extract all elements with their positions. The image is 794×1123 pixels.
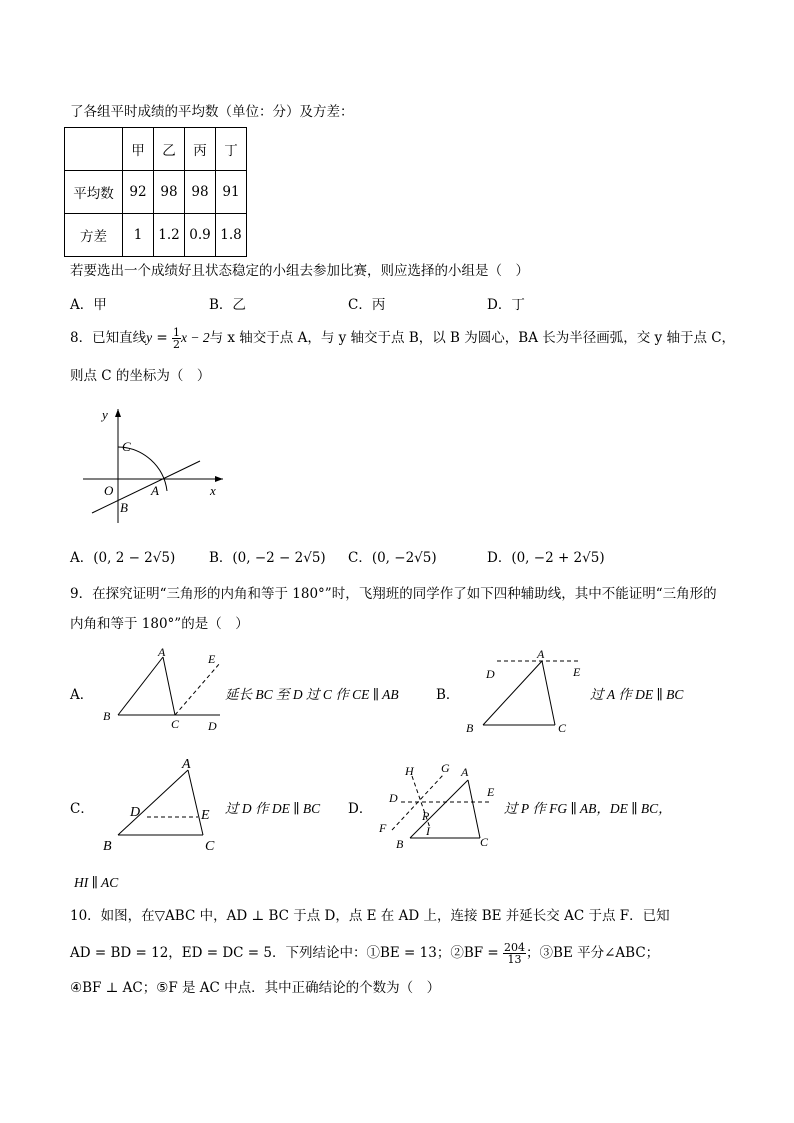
q8-number: 8．已知直线 <box>70 330 147 346</box>
table-cell: 1.2 <box>154 214 185 257</box>
q9d-label-p: P <box>422 809 430 823</box>
q9-figure-d <box>374 758 504 853</box>
table-cell: 丁 <box>216 128 247 171</box>
table-cell: 丙 <box>185 128 216 171</box>
q8-label-x: x <box>210 483 216 498</box>
q10-frac-num: 204 <box>504 941 526 954</box>
table-cell: 91 <box>216 171 247 214</box>
q9b-label-b: B <box>466 721 474 735</box>
q8-label-c: C <box>122 439 131 454</box>
q10-stem-line3: ④BF ⊥ AC；⑤F 是 AC 中点．其中正确结论的个数为（ ） <box>70 980 441 996</box>
q7-option-a: A．甲 <box>70 297 107 313</box>
table-cell: 1 <box>123 214 154 257</box>
q8-label-b: B <box>120 500 128 515</box>
table-row <box>65 214 247 257</box>
q9-option-b-desc: 过 A 作 DE ∥ BC <box>590 687 684 702</box>
q9d-label-h: H <box>405 764 414 778</box>
q9c-label-a: A <box>182 757 191 772</box>
q8-frac-den: 2 <box>173 338 180 351</box>
q9b-label-e: E <box>573 665 581 679</box>
q9-option-d-desc: 过 P 作 FG ∥ AB，DE ∥ BC， <box>504 801 672 816</box>
table-cell: 98 <box>185 171 216 214</box>
q10-fraction <box>503 942 526 965</box>
table-header-row <box>65 128 247 171</box>
q9a-label-c: C <box>171 717 180 731</box>
score-table <box>64 127 247 257</box>
q10-frac-den: 13 <box>507 953 522 966</box>
q9d-label-b: B <box>396 837 404 851</box>
q9-figure-c <box>98 752 223 857</box>
q8-stem-tail: 与 x 轴交于点 A，与 y 轴交于点 B，以 B 为圆心，BA 长为半径画弧，交 y 轴于点 C， <box>209 330 736 346</box>
q10-stem-line2 <box>70 942 659 965</box>
table-cell: 98 <box>154 171 185 214</box>
q9b-label-d: D <box>486 667 495 681</box>
table-cell: 0.9 <box>185 214 216 257</box>
table-row <box>65 171 247 214</box>
q9c-label-c: C <box>205 839 215 854</box>
q9b-label-c: C <box>558 721 567 735</box>
q9a-label-b: B <box>103 709 111 723</box>
q9d-label-d: D <box>389 791 398 805</box>
q8-eq-equals: = <box>152 330 172 346</box>
q9d-label-g: G <box>441 761 450 775</box>
q9c-label-e: E <box>201 808 210 823</box>
q9-option-d-letter: D． <box>348 801 373 817</box>
q9-stem-line1: 9．在探究证明“三角形的内角和等于 180°”时，飞翔班的同学作了如下四种辅助线，其中不能证明“三角形的 <box>70 586 717 602</box>
q9a-label-e: E <box>208 652 216 666</box>
q7-stem: 若要选出一个成绩好且状态稳定的小组去参加比赛，则应选择的小组是（ ） <box>70 263 529 279</box>
q8-label-y: y <box>102 407 108 422</box>
table-cell: 1.8 <box>216 214 247 257</box>
q8-option-a: A．(0, 2 − 2√5) <box>70 550 176 566</box>
q8-label-o: O <box>104 483 114 498</box>
q9a-label-a: A <box>158 645 166 659</box>
q8-frac-num: 1 <box>173 326 180 339</box>
table-cell <box>65 128 123 171</box>
q10-line2-part-b: ；③BE 平分∠ABC； <box>526 945 660 961</box>
q9-option-a-letter: A． <box>70 687 94 703</box>
q9-option-a-desc: 延长 BC 至 D 过 C 作 CE ∥ AB <box>225 687 399 702</box>
q7-option-b: B．乙 <box>209 297 246 313</box>
table-cell: 92 <box>123 171 154 214</box>
q8-option-d: D．(0, −2 + 2√5) <box>487 550 605 566</box>
q9b-label-a: A <box>537 647 545 661</box>
q8-label-a: A <box>151 483 159 498</box>
q9c-label-b: B <box>103 839 112 854</box>
q8-eq-y: y <box>146 330 153 345</box>
q8-option-b: B．(0, −2 − 2√5) <box>209 550 326 566</box>
q9-stem-line2: 内角和等于 180°”的是（ ） <box>70 616 249 632</box>
q9c-label-d: D <box>130 805 141 820</box>
q7-option-c: C．丙 <box>348 297 386 313</box>
q8-figure <box>78 405 228 525</box>
table-cell: 平均数 <box>65 171 123 214</box>
q9-figure-b <box>462 645 587 737</box>
q8-stem-line2: 则点 C 的坐标为（ ） <box>70 368 211 384</box>
q7-option-d: D．丁 <box>487 297 525 313</box>
q10-stem-line1: 10．如图，在▽ABC 中，AD ⊥ BC 于点 D，点 E 在 AD 上，连接 BE 并延长交 AC 于点 F．已知 <box>70 908 670 924</box>
q8-fraction <box>172 327 181 350</box>
q9d-label-c: C <box>480 835 489 849</box>
q9-figure-a <box>98 645 228 735</box>
q9d-label-f: F <box>379 821 387 835</box>
q8-eq-rest: x − 2 <box>181 330 210 345</box>
q8-option-c: C．(0, −2√5) <box>348 550 437 566</box>
q9-option-d-tail: HI ∥ AC <box>74 875 119 890</box>
q9-option-b-letter: B． <box>436 687 460 703</box>
q9d-label-a: A <box>461 765 469 779</box>
q9d-label-e: E <box>487 785 495 799</box>
table-cell: 乙 <box>154 128 185 171</box>
q8-stem <box>70 327 735 350</box>
intro-line: 了各组平时成绩的平均数（单位：分）及方差： <box>70 104 354 120</box>
q9d-label-i: I <box>426 824 430 838</box>
table-cell: 甲 <box>123 128 154 171</box>
q9-option-c-letter: C． <box>70 801 94 817</box>
q10-line2-part-a: AD = BD = 12，ED = DC = 5．下列结论中：①BE = 13；②BF = <box>70 945 504 961</box>
q9a-label-d: D <box>208 719 217 733</box>
q9-option-c-desc: 过 D 作 DE ∥ BC <box>225 801 321 816</box>
table-cell: 方差 <box>65 214 123 257</box>
